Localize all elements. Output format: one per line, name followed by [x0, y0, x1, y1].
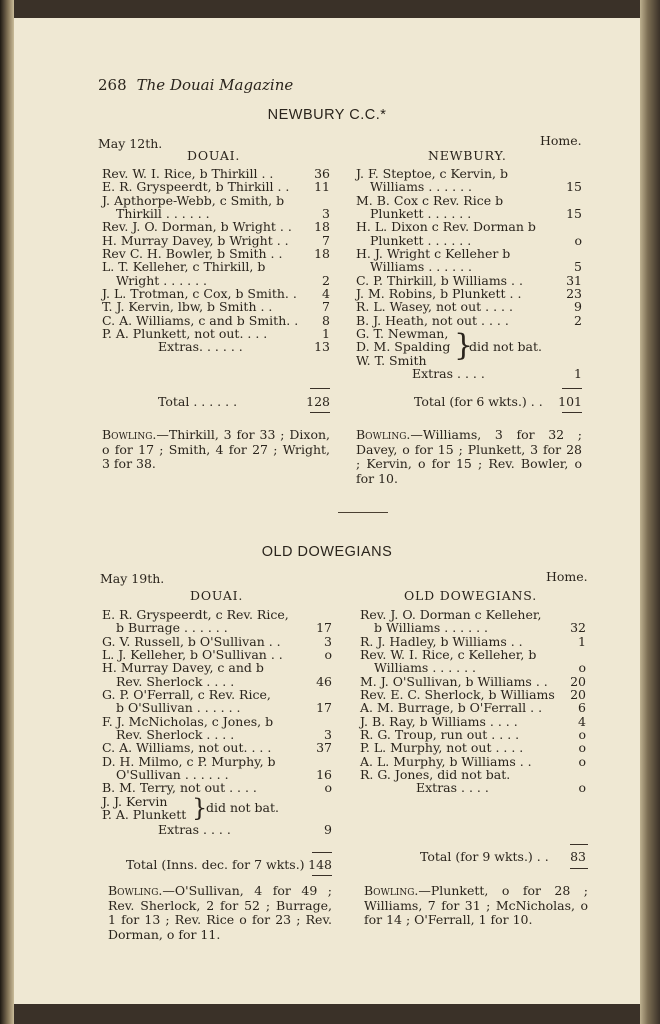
batting-row: P. A. Plunkett, not out. . . . 1 — [102, 326, 330, 342]
batting-row: G. P. O'Ferrall, c Rev. Rice, — [102, 687, 271, 703]
innings-right — [356, 167, 582, 380]
total-row: Total (for 9 wkts.) . . 83 — [420, 849, 586, 864]
batting-row: H. J. Wright c Kelleher b — [356, 246, 511, 262]
batting-row: Rev. Sherlock . . . . 3 — [116, 727, 332, 743]
batting-row: B. J. Heath, not out . . . . 2 — [356, 312, 582, 328]
section-divider — [338, 512, 388, 513]
magazine-title: The Douai Magazine — [136, 76, 294, 94]
brace: } — [454, 328, 474, 364]
batting-row: A. L. Murphy, b Williams . . o — [360, 753, 586, 769]
batting-row: Rev. J. O. Dorman, b Wright . . 18 — [102, 219, 330, 235]
batting-row: Thirkill . . . . . . 3 — [116, 206, 330, 222]
total-rule — [562, 412, 582, 413]
page-number: 268 — [98, 76, 127, 94]
team-heading: OLD DOWEGIANS. — [404, 588, 537, 603]
batting-row: C. P. Thirkill, b Williams . . 31 — [356, 272, 582, 288]
total-row: Total . . . . . . 128 — [158, 394, 330, 409]
batting-row: R. L. Wasey, not out . . . . 9 — [356, 299, 582, 315]
batting-row: R. J. Hadley, b Williams . . 1 — [360, 633, 586, 649]
book-spine — [0, 0, 14, 1024]
batting-row: R. G. Jones, did not bat. — [360, 767, 511, 783]
total-row: Total (for 6 wkts.) . . 101 — [414, 394, 582, 409]
total-rule — [310, 388, 330, 389]
batting-row: Wright . . . . . . 2 — [116, 272, 330, 288]
match-date: May 19th. — [100, 571, 165, 586]
total-rule — [310, 412, 330, 413]
batting-row: C. A. Williams, not out. . . . 37 — [102, 740, 332, 756]
team-heading: DOUAI. — [187, 148, 241, 163]
bowling-summary: Bowling.—Thirkill, 3 for 33 ; Dixon, o for 17 ; Smith, 4 for 27 ; Wright, 3 for 38. — [102, 427, 330, 471]
dnb-name: G. T. Newman, — [356, 326, 449, 342]
total-left — [102, 395, 330, 408]
innings-left — [102, 608, 332, 836]
batting-row: Williams . . . . . . 15 — [370, 179, 582, 195]
batting-row: O'Sullivan . . . . . . 16 — [116, 767, 332, 783]
total-rule — [570, 868, 588, 869]
total-rule — [312, 852, 332, 853]
batting-row: b O'Sullivan . . . . . . 17 — [116, 700, 332, 716]
dnb-name: D. M. Spalding — [356, 339, 451, 355]
did-not-bat-group — [102, 795, 332, 823]
extras-row: Extras. . . . . . 13 — [158, 339, 330, 355]
magazine-page — [14, 18, 640, 1004]
extras-row: Extras . . . . 9 — [158, 821, 332, 837]
extras-row: Extras . . . . 1 — [412, 366, 582, 382]
batting-row: Williams . . . . . . o — [374, 660, 586, 676]
did-not-bat-group — [356, 327, 582, 367]
batting-row: A. M. Burrage, b O'Ferrall . . 6 — [360, 700, 586, 716]
batting-row: L. J. Kelleher, b O'Sullivan . . o — [102, 647, 332, 663]
match-title: NEWBURY C.C.* — [267, 107, 387, 123]
batting-row: P. L. Murphy, not out . . . . o — [360, 740, 586, 756]
bowling-summary: Bowling.—Plunkett, o for 28 ; Williams, 7 for 31 ; McNicholas, o for 14 ; O'Ferrall, 1 for 10. — [364, 883, 588, 927]
total-rule — [312, 875, 332, 876]
batting-row: J. B. Ray, b Williams . . . . 4 — [360, 713, 586, 729]
total-right — [360, 850, 586, 863]
batting-row: Rev. Sherlock . . . . 46 — [116, 673, 332, 689]
dnb-label: did not bat. — [206, 799, 279, 815]
batting-row: R. G. Troup, run out . . . . o — [360, 727, 586, 743]
batting-row: M. J. O'Sullivan, b Williams . . 20 — [360, 673, 586, 689]
team-heading: NEWBURY. — [428, 148, 507, 163]
brace: } — [192, 793, 208, 822]
batting-row: Rev. E. C. Sherlock, b Williams 20 — [360, 687, 586, 703]
dnb-name: J. J. Kervin — [102, 793, 168, 809]
batting-row: J. F. Steptoe, c Kervin, b — [356, 166, 508, 181]
innings-right — [360, 608, 586, 795]
match-venue: Home. — [540, 133, 582, 148]
total-right — [356, 395, 582, 408]
total-row: Total (Inns. dec. for 7 wkts.) 148 — [126, 857, 332, 872]
batting-row: Rev C. H. Bowler, b Smith . . 18 — [102, 246, 330, 262]
batting-row: E. R. Gryspeerdt, c Rev. Rice, — [102, 607, 289, 622]
batting-row: Rev. J. O. Dorman c Kelleher, — [360, 607, 542, 622]
batting-row: Williams . . . . . . 5 — [370, 259, 582, 275]
batting-row: B. M. Terry, not out . . . . o — [102, 780, 332, 796]
batting-row: E. R. Gryspeerdt, b Thirkill . . 11 — [102, 179, 330, 195]
dnb-name: W. T. Smith — [356, 352, 427, 368]
team-heading: DOUAI. — [190, 588, 244, 603]
batting-row: H. L. Dixon c Rev. Dorman b — [356, 219, 536, 235]
batting-row: H. Murray Davey, b Wright . . 7 — [102, 232, 330, 248]
dnb-label: did not bat. — [469, 339, 542, 355]
innings-left — [102, 167, 330, 354]
match-venue: Home. — [546, 569, 588, 584]
batting-row: Plunkett . . . . . . o — [370, 232, 582, 248]
batting-row: Rev. W. I. Rice, c Kelleher, b — [360, 647, 537, 663]
total-rule — [570, 844, 588, 845]
batting-row: Rev. W. I. Rice, b Thirkill . . 36 — [102, 166, 330, 181]
batting-row: M. B. Cox c Rev. Rice b — [356, 192, 504, 208]
batting-row: Plunkett . . . . . . 15 — [370, 206, 582, 222]
running-header — [98, 76, 293, 94]
batting-row: J. L. Trotman, c Cox, b Smith. . 4 — [102, 286, 330, 302]
batting-row: C. A. Williams, c and b Smith. . 8 — [102, 312, 330, 328]
dnb-name: P. A. Plunkett — [102, 807, 187, 823]
bowling-summary: Bowling.—O'Sullivan, 4 for 49 ; Rev. Sherlock, 2 for 52 ; Burrage, 1 for 13 ; Rev. Rice o for 23 ; Rev. Dorman, o for 11. — [108, 883, 332, 942]
bowling-summary: Bowling.—Williams, 3 for 32 ; Davey, o for 15 ; Plunkett, 3 for 28 ; Kervin, o for 15 ; Rev. Bowler, o for 10. — [356, 427, 582, 486]
batting-row: H. Murray Davey, c and b — [102, 660, 264, 676]
batting-row: J. Apthorpe-Webb, c Smith, b — [102, 192, 285, 208]
total-rule — [562, 388, 582, 389]
batting-row: D. H. Milmo, c P. Murphy, b — [102, 753, 276, 769]
batting-row: b Burrage . . . . . . 17 — [116, 620, 332, 636]
extras-row: Extras . . . . o — [416, 780, 586, 796]
batting-row: L. T. Kelleher, c Thirkill, b — [102, 259, 266, 275]
total-left — [102, 858, 332, 871]
facing-page-edge — [640, 0, 660, 1024]
match-title: OLD DOWEGIANS — [261, 544, 393, 560]
batting-row: b Williams . . . . . . 32 — [374, 620, 586, 636]
batting-row: F. J. McNicholas, c Jones, b — [102, 713, 274, 729]
match-date: May 12th. — [98, 136, 163, 151]
batting-row: J. M. Robins, b Plunkett . . 23 — [356, 286, 582, 302]
batting-row: G. V. Russell, b O'Sullivan . . 3 — [102, 633, 332, 649]
batting-row: T. J. Kervin, lbw, b Smith . . 7 — [102, 299, 330, 315]
